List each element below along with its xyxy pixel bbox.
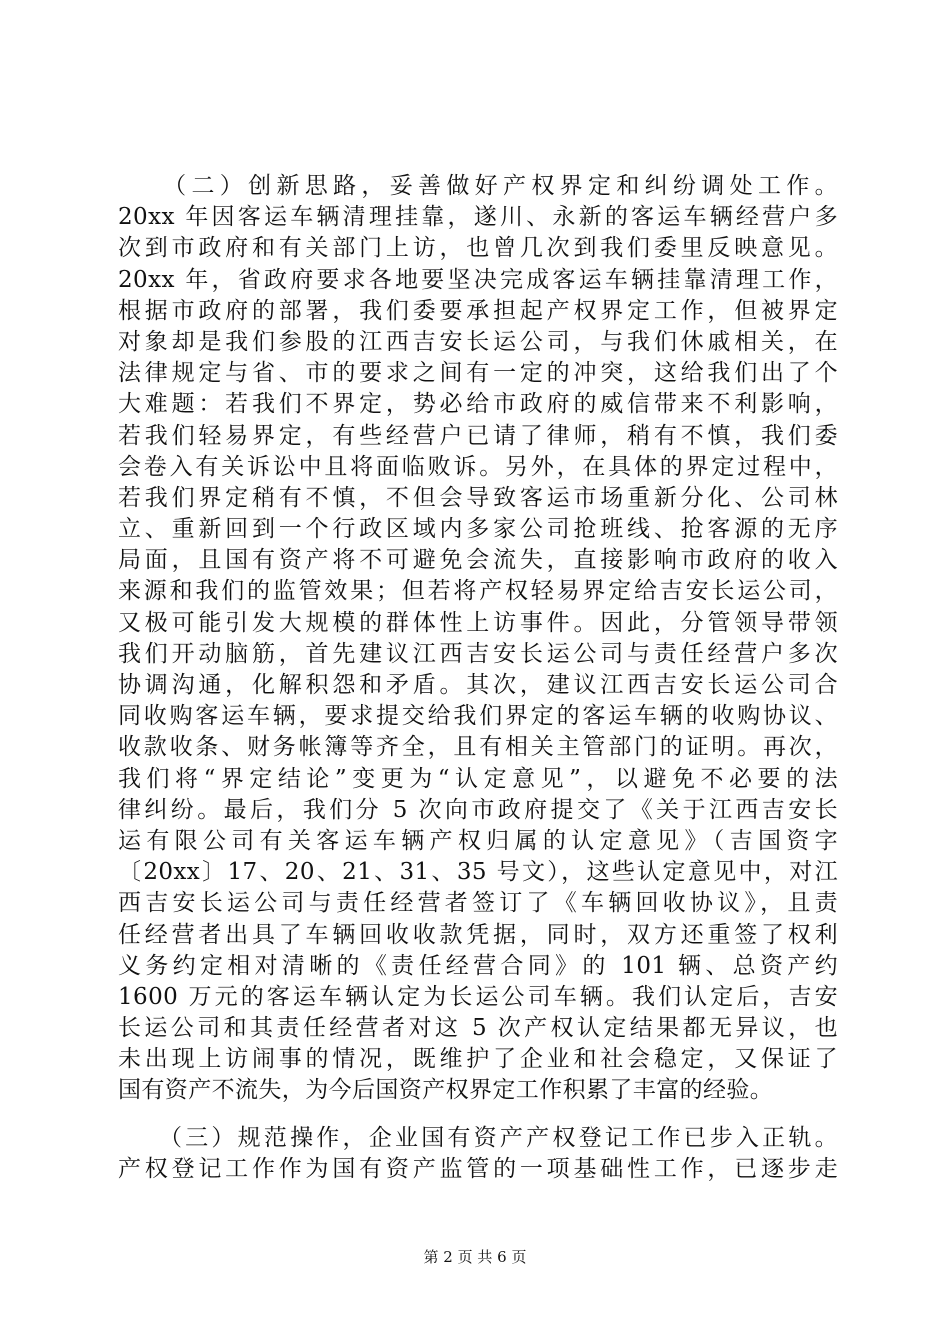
text-line: 20xx 年，省政府要求各地要坚决完成客运车辆挂靠清理工作， [118, 266, 838, 293]
text-line: 收款收条、财务帐簿等齐全，且有相关主管部门的证明。再次， [118, 734, 838, 761]
text-line: 运有限公司有关客运车辆产权归属的认定意见》（吉国资字 [118, 827, 838, 854]
text-line: 法律规定与省、市的要求之间有一定的冲突，这给我们出了个 [118, 360, 838, 387]
text-line: 未出现上访闹事的情况，既维护了企业和社会稳定，又保证了 [118, 1046, 838, 1073]
text-line: 立、重新回到一个行政区域内多家公司抢班线、抢客源的无序 [118, 516, 838, 543]
text-line: 长运公司和其责任经营者对这 5 次产权认定结果都无异议，也 [118, 1015, 838, 1042]
text-line: 来源和我们的监管效果；但若将产权轻易界定给吉安长运公司， [118, 578, 838, 605]
text-line: 若我们界定稍有不慎，不但会导致客运市场重新分化、公司林 [118, 484, 838, 511]
text-line: 大难题：若我们不界定，势必给市政府的威信带来不利影响， [118, 391, 838, 418]
text-line: 律纠纷。最后，我们分 5 次向市政府提交了《关于江西吉安长 [118, 796, 838, 823]
text-line: （二）创新思路，妥善做好产权界定和纠纷调处工作。 [118, 173, 838, 199]
paragraph-section-2 [118, 171, 838, 1107]
text-line: 根据市政府的部署，我们委要承担起产权界定工作，但被界定 [118, 297, 838, 324]
text-line: 1600 万元的客运车辆认定为长运公司车辆。我们认定后，吉安 [118, 983, 838, 1010]
text-line: 协调沟通，化解积怨和矛盾。其次，建议江西吉安长运公司合 [118, 672, 838, 698]
text-line: 又极可能引发大规模的群体性上访事件。因此，分管领导带领 [118, 609, 838, 636]
text-line: 任经营者出具了车辆回收收款凭据，同时，双方还重签了权利 [118, 921, 838, 948]
text-line: 〔20xx〕17、20、21、31、35 号文），这些认定意见中，对江 [118, 859, 838, 886]
text-line: 20xx 年因客运车辆清理挂靠，遂川、永新的客运车辆经营户多 [118, 204, 838, 231]
text-line: 我们开动脑筋，首先建议江西吉安长运公司与责任经营户多次 [118, 640, 838, 667]
text-line: 同收购客运车辆，要求提交给我们界定的客运车辆的收购协议、 [118, 703, 838, 730]
text-line: 对象却是我们参股的江西吉安长运公司，与我们休戚相关，在 [118, 328, 838, 355]
text-line: 会卷入有关诉讼中且将面临败诉。另外，在具体的界定过程中， [118, 453, 838, 480]
text-line: 我们将“界定结论”变更为“认定意见”，以避免不必要的法 [118, 765, 838, 792]
text-line: 局面，且国有资产将不可避免会流失，直接影响市政府的收入 [118, 547, 838, 574]
text-line: 西吉安长运公司与责任经营者签订了《车辆回收协议》，且责 [118, 890, 838, 917]
text-line: 次到市政府和有关部门上访，也曾几次到我们委里反映意见。 [118, 235, 838, 262]
text-line: 义务约定相对清晰的《责任经营合同》的 101 辆、总资产约 [118, 952, 838, 979]
text-line: 国有资产不流失，为今后国资产权界定工作积累了丰富的经验。 [118, 1077, 774, 1104]
paragraph-section-3 [118, 1123, 838, 1185]
text-line: 若我们轻易界定，有些经营户已请了律师，稍有不慎，我们委 [118, 422, 838, 449]
page-footer: 第 2 页 共 6 页 [423, 1248, 527, 1266]
text-line: 产权登记工作作为国有资产监管的一项基础性工作，已逐步走 [118, 1156, 838, 1183]
text-line: （三）规范操作，企业国有资产产权登记工作已步入正轨。 [118, 1125, 838, 1151]
